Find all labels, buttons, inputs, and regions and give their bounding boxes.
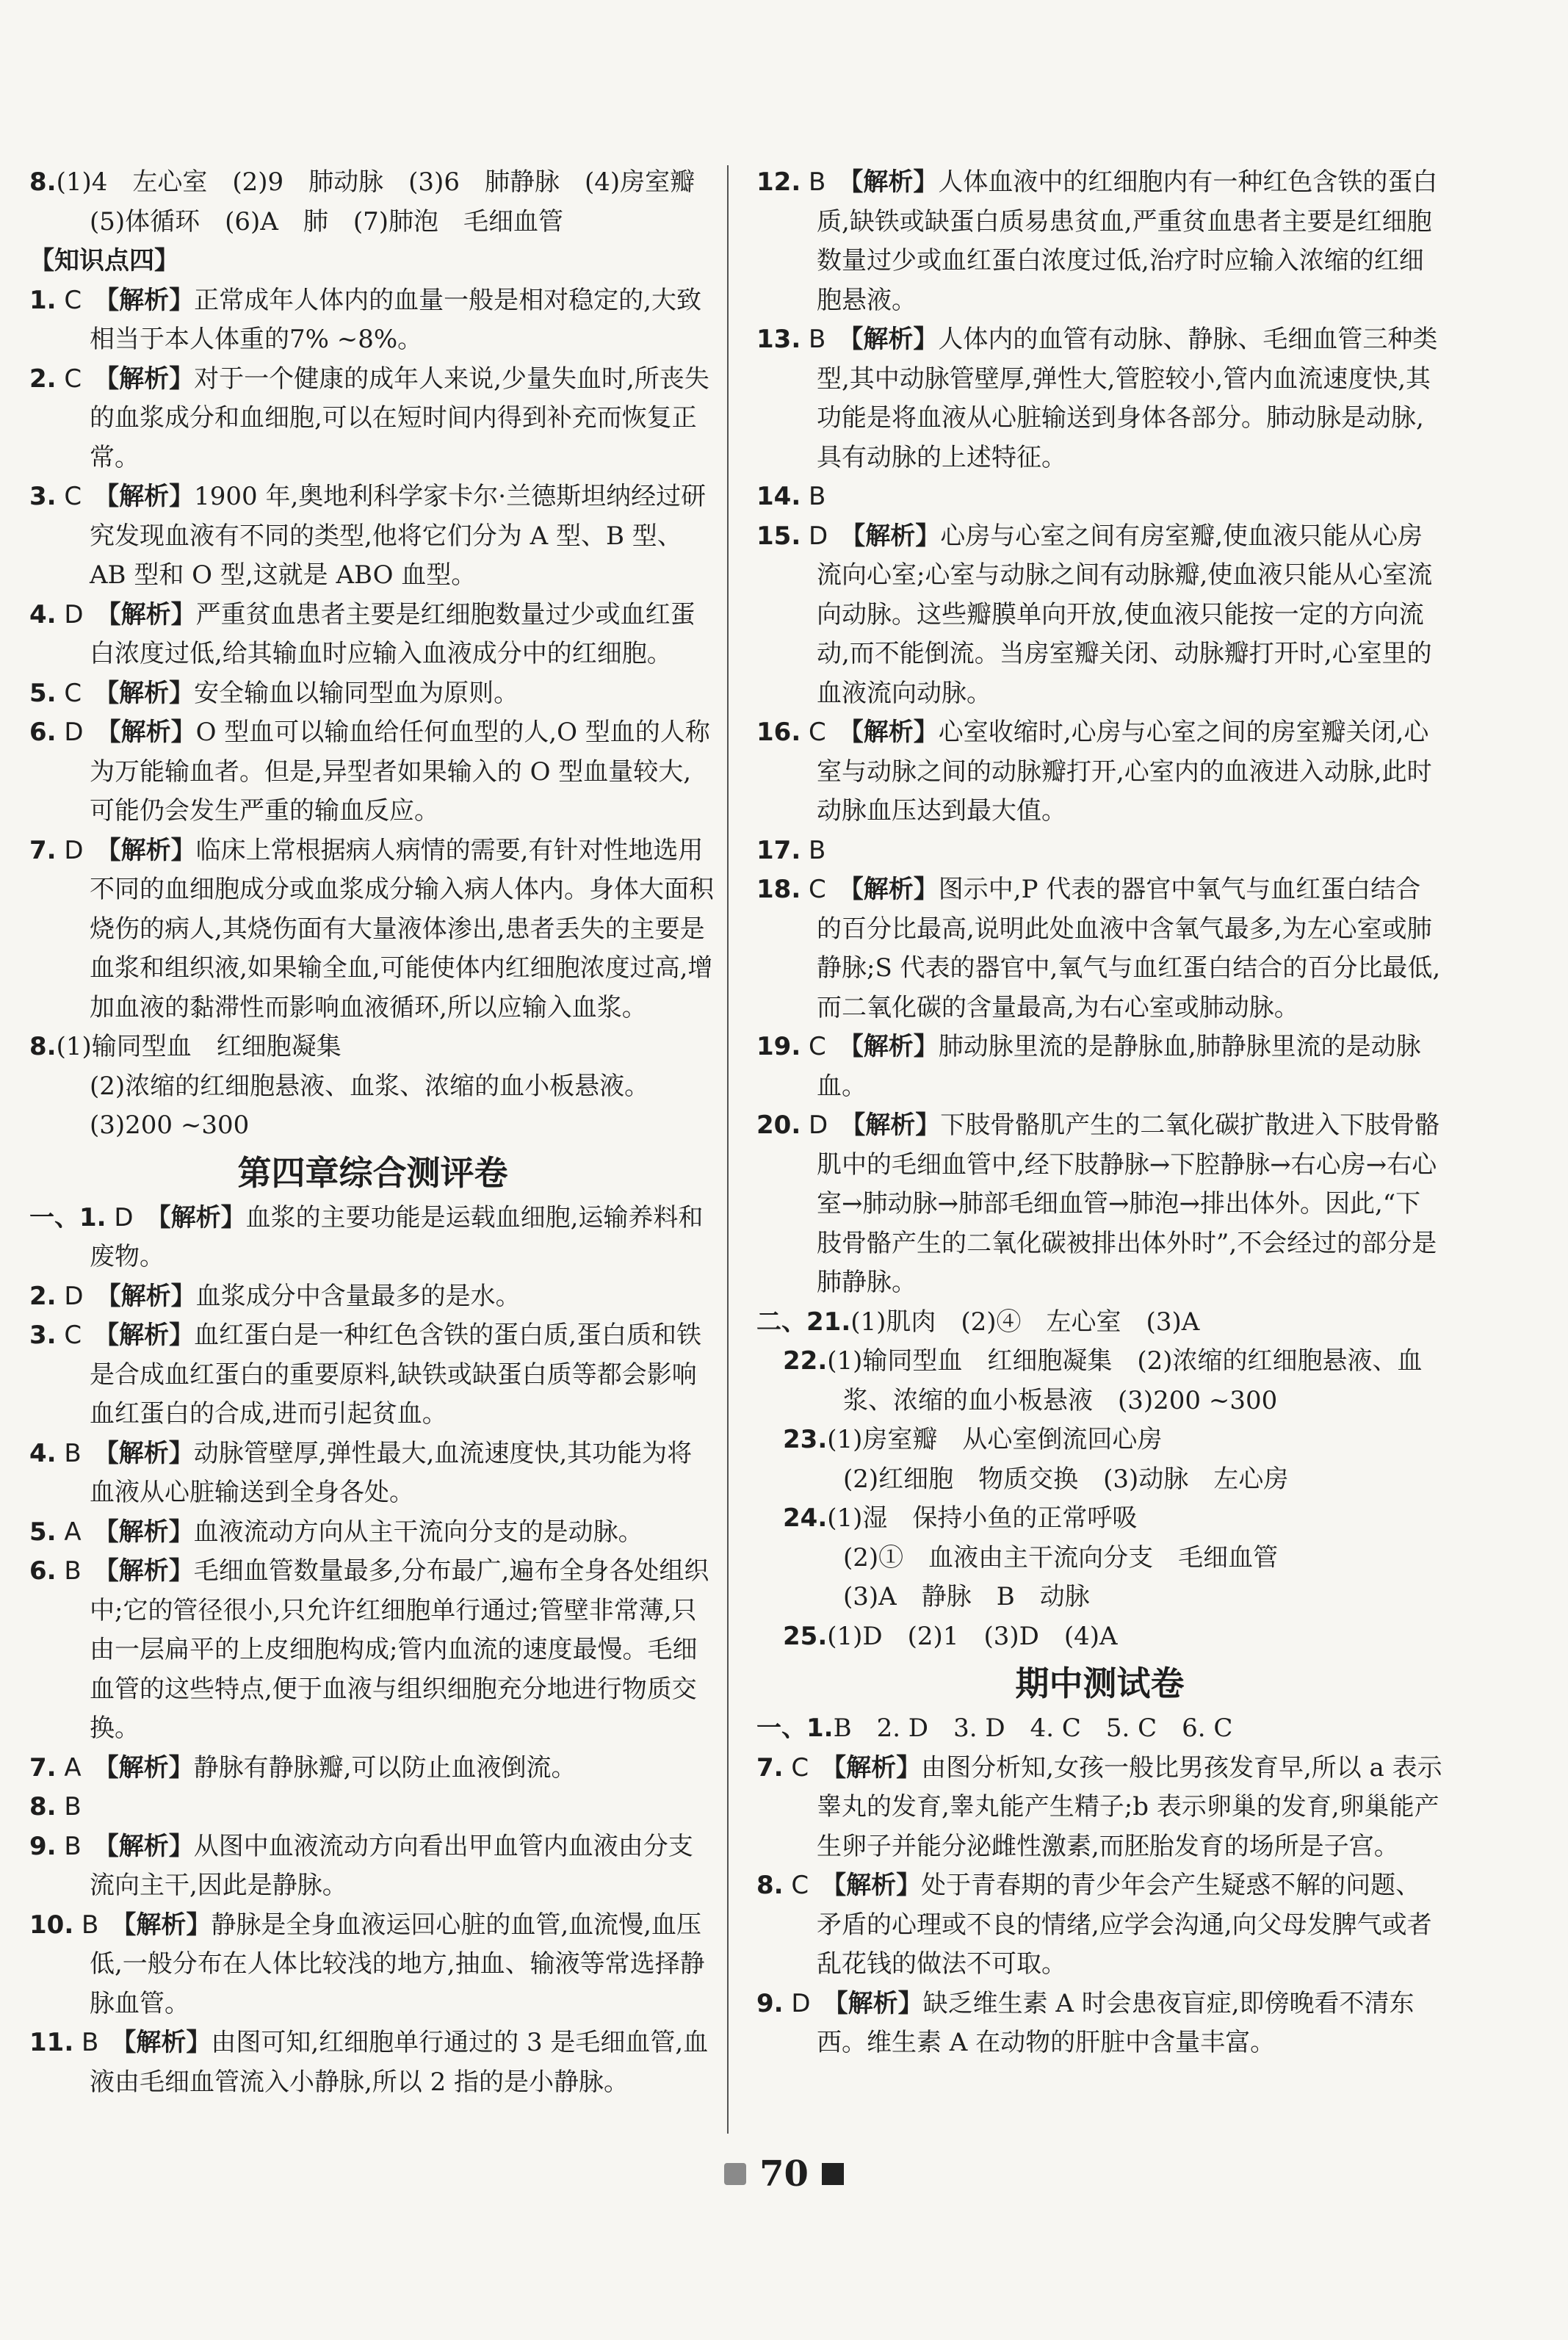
answer-text: 严重贫血患者主要是红细胞数量过少或血红蛋白浓度过低,给其输血时应输入血液成分中的红细胞。 [90,599,696,668]
answer-text: (1)肌肉 (2)④ 左心室 (3)A [850,1307,1200,1337]
analysis-tag: 【解析】 [850,875,939,904]
answer-text: 处于青春期的青少年会产生疑惑不解的问题、矛盾的心理或不良的情绪,应学会沟通,向父母发脾气或者乱花钱的做法不可取。 [817,1871,1432,1979]
answer-item [29,1827,716,1906]
item-number: 6. [29,718,57,747]
analysis-tag: 【解析】 [835,1988,923,2018]
answer-text: 肺动脉里流的是静脉血,肺静脉里流的是动脉血。 [817,1032,1421,1101]
analysis-tag: 【解析】 [106,1517,194,1547]
answer-choice: D [809,521,828,551]
answer-item [756,870,1443,1028]
answer-item [29,713,716,831]
answer-choice: B [82,1910,99,1940]
answer-item [29,281,716,360]
analysis-tag: 【解析】 [850,718,939,747]
answer-item [29,1749,716,1788]
answer-item [29,1513,716,1553]
answer-item [29,1277,716,1317]
answer-text: (1)房室瓣 从心室倒流回心房 [827,1425,1163,1454]
answer-text: 图示中,P 代表的器官中氧气与血红蛋白结合的百分比最高,说明此处血液中含氧气最多,为左心室或肺静脉;S 代表的器官中,氧气与血红蛋白结合的百分比最低,而二氧化碳的含量最高,为右心室或肺动脉。 [817,875,1441,1022]
answer-choice: D [64,1281,84,1311]
analysis-tag: 【解析】 [106,364,195,394]
item-number: 5. [29,678,57,708]
right-column [756,163,1443,2063]
answer-text: (1)输同型血 红细胞凝集 [56,1032,342,1061]
answer-choice: B [809,482,826,511]
answer-item [29,596,716,674]
answer-choice: B [64,1556,82,1586]
item-number: 25. [783,1621,828,1651]
answer-item [29,1316,716,1434]
answer-choice: D [64,599,84,629]
answer-text: 对于一个健康的成年人来说,少量失血时,所丧失的血浆成分和血细胞,可以在短时间内得到补充而恢复正常。 [90,364,709,472]
item-number: 24. [783,1503,828,1533]
answer-choice: B [64,1831,82,1861]
answer-item [756,1106,1443,1303]
item-number: 13. [756,325,801,354]
answer-text: 安全输血以输同型血为原则。 [194,678,519,708]
item-number: 1. [29,285,57,315]
answer-subline: (2)红细胞 物质交换 (3)动脉 左心房 [843,1464,1289,1494]
answer-text: 血液流动方向从主干流向分支的是动脉。 [193,1517,643,1547]
answer-text: (1)湿 保持小鱼的正常呼吸 [827,1503,1138,1533]
answer-choice: C [809,875,826,904]
item-number: 9. [29,1831,57,1861]
left-column [29,163,720,2102]
answer-item [756,517,1443,714]
answer-item [756,1985,1443,2063]
analysis-tag: 【解析】 [108,835,196,865]
answer-text: (1)4 左心室 (2)9 肺动脉 (3)6 肺静脉 (4)房室瓣 (5)体循环 (6)A 肺 (7)肺泡 毛细血管 [56,167,720,236]
answer-text: 下肢骨骼肌产生的二氧化碳扩散进入下肢骨骼肌中的毛细血管中,经下肢静脉→下腔静脉→右心房→右心室→肺动脉→肺部毛细血管→肺泡→排出体外。因此,“下肢骨骼产生的二氧化碳被排出体外时”,不会经过的部分是肺静脉。 [817,1111,1440,1297]
answer-choice: D [114,1202,134,1232]
answer-choice: B [809,835,826,865]
analysis-tag: 【解析】 [123,1910,212,1940]
answer-item [756,163,1443,320]
answer-item [29,163,720,242]
item-number: 14. [756,482,801,511]
item-number: 二、21. [756,1307,851,1337]
item-number: 8. [29,1792,57,1821]
answer-item [756,1303,1443,1343]
analysis-tag: 【解析】 [853,1111,941,1140]
analysis-tag: 【解析】 [106,1752,194,1783]
answer-choice: C [64,1321,82,1350]
item-number: 5. [29,1517,57,1547]
answer-text: 静脉是全身血液运回心脏的血管,血流慢,血压低,一般分布在人体比较浅的地方,抽血、输液等常选择静脉血管。 [90,1910,705,2018]
answer-choice: D [809,1111,828,1140]
answer-text: 动脉管壁厚,弹性最大,血流速度快,其功能为将血液从心脏输送到全身各处。 [90,1438,693,1507]
answer-item [756,1499,1443,1539]
answer-item [756,1420,1443,1460]
answer-choice: B [64,1438,82,1468]
item-number: 7. [29,1752,57,1783]
answer-item [756,713,1443,831]
answer-item [756,1617,1443,1657]
item-number: 一、1. [756,1714,834,1743]
answer-item [29,1028,716,1067]
answer-subline: (2)浓缩的红细胞悬液、血浆、浓缩的血小板悬液。 [90,1071,650,1101]
answer-choice: C [64,678,82,708]
answer-item [29,674,716,714]
answer-item [756,1709,1443,1749]
answer-text: 人体血液中的红细胞内有一种红色含铁的蛋白质,缺铁或缺蛋白质易患贫血,严重贫血患者主要是红细胞数量过少或血红蛋白浓度过低,治疗时应输入浓缩的红细胞悬液。 [817,167,1438,315]
item-number: 4. [29,1438,57,1468]
answer-item [29,1906,716,2024]
answer-text: 正常成年人体内的血量一般是相对稳定的,大致相当于本人体重的7% ~8%。 [90,285,701,354]
answer-choice: C [809,718,826,747]
analysis-tag: 【解析】 [106,1556,194,1586]
answer-item [29,831,716,1028]
analysis-tag: 【解析】 [123,2028,212,2057]
item-number: 16. [756,718,801,747]
answer-text: 从图中血液流动方向看出甲血管内血液由分支流向主干,因此是静脉。 [90,1831,693,1900]
answer-text: 由图分析知,女孩一般比男孩发育早,所以 a 表示睾丸的发育,睾丸能产生精子;b 表示卵巢的发育,卵巢能产生卵子并能分泌雌性激素,而胚胎发育的场所是子宫。 [817,1752,1442,1861]
answer-item [756,1342,1443,1420]
item-number: 8. [29,167,57,197]
analysis-tag: 【解析】 [834,1752,922,1783]
answer-choice: B [82,2028,99,2057]
footer-square-icon [724,2163,746,2185]
item-number: 18. [756,875,801,904]
answer-choice: B [64,1792,82,1821]
answer-item [756,831,1443,871]
item-number: 8. [29,1032,57,1061]
answer-item [29,2023,716,2102]
item-number: 19. [756,1032,801,1061]
answer-subline: (3)200 ~300 [90,1111,250,1140]
answer-choice: A [64,1752,82,1783]
answer-choice: D [64,718,84,747]
analysis-tag: 【解析】 [106,1321,195,1350]
item-number: 7. [756,1752,784,1783]
section-title: 第四章综合测评卷 [237,1152,508,1193]
analysis-tag: 【解析】 [106,1438,194,1468]
answer-item [756,1028,1443,1106]
answer-choice: B [809,167,826,197]
answer-text: 心室收缩时,心房与心室之间的房室瓣关闭,心室与动脉之间的动脉瓣打开,心室内的血液进入动脉,此时动脉血压达到最大值。 [817,718,1432,826]
answer-text: 缺乏维生素 A 时会患夜盲症,即傍晚看不清东西。维生素 A 在动物的肝脏中含量丰富。 [817,1988,1415,2057]
answer-choice: D [791,1988,811,2018]
column-divider [727,165,729,2134]
answer-text: (1)D (2)1 (3)D (4)A [827,1621,1118,1651]
answer-item [29,1552,716,1749]
page-footer [0,2145,1568,2203]
item-number: 3. [29,1321,57,1350]
footer-square-icon [822,2163,844,2185]
item-number: 17. [756,835,801,865]
item-number: 9. [756,1988,784,2018]
answer-item [29,1434,716,1513]
answer-choice: B [809,325,826,354]
answer-choice: D [64,835,84,865]
answer-text: 由图可知,红细胞单行通过的 3 是毛细血管,血液由毛细血管流入小静脉,所以 2 指的是小静脉。 [90,2028,709,2097]
answer-item [29,1788,716,1827]
answer-choice: C [791,1871,809,1900]
answer-choice: C [64,364,82,394]
section-title: 期中测试卷 [1015,1664,1185,1703]
item-number: 23. [783,1425,828,1454]
answer-text: (1)输同型血 红细胞凝集 (2)浓缩的红细胞悬液、血浆、浓缩的血小板悬液 (3)200 ~300 [827,1346,1423,1415]
item-number: 2. [29,364,57,394]
answer-subline: (3)A 静脉 B 动脉 [843,1582,1090,1611]
analysis-tag: 【解析】 [106,482,195,511]
answer-item [756,1749,1443,1867]
answer-text: 人体内的血管有动脉、静脉、毛细血管三种类型,其中动脉管壁厚,弹性大,管腔较小,管内血流速度快,其功能是将血液从心脏输送到身体各部分。肺动脉是动脉,具有动脉的上述特征。 [817,325,1438,472]
answer-item [756,477,1443,517]
item-number: 4. [29,599,57,629]
answer-item [29,477,716,596]
answer-text: 毛细血管数量最多,分布最广,遍布全身各处组织中;它的管径很小,只允许红细胞单行通过;管壁非常薄,只由一层扁平的上皮细胞构成;管内血流的速度最慢。毛细血管的这些特点,便于血液与组织细胞充分地进行物质交换。 [90,1556,709,1743]
analysis-tag: 【解析】 [106,285,195,315]
answer-item [756,1866,1443,1985]
item-number: 7. [29,835,57,865]
answer-text: 血浆成分中含量最多的是水。 [195,1281,521,1311]
answer-text: 静脉有静脉瓣,可以防止血液倒流。 [193,1752,577,1783]
item-number: 10. [29,1910,74,1940]
analysis-tag: 【解析】 [834,1871,922,1900]
item-number: 6. [29,1556,57,1586]
answer-choice: A [64,1517,82,1547]
knowledge-point-heading: 【知识点四】 [29,246,179,275]
answer-subline: (2)① 血液由主干流向分支 毛细血管 [843,1542,1279,1572]
item-number: 22. [783,1346,828,1376]
item-number: 一、1. [29,1202,106,1232]
item-number: 8. [756,1871,784,1900]
answer-choice: C [64,285,82,315]
answer-text: 血红蛋白是一种红色含铁的蛋白质,蛋白质和铁是合成血红蛋白的重要原料,缺铁或缺蛋白质等都会影响血红蛋白的合成,进而引起贫血。 [90,1321,701,1429]
analysis-tag: 【解析】 [108,1281,196,1311]
answer-text: O 型血可以输血给任何血型的人,O 型血的人称为万能输血者。但是,异型者如果输入的 O 型血量较大,可能仍会发生严重的输血反应。 [90,718,710,826]
item-number: 15. [756,521,801,551]
answer-text: 心房与心室之间有房室瓣,使血液只能从心房流向心室;心室与动脉之间有动脉瓣,使血液只能从心室流向动脉。这些瓣膜单向开放,使血液只能按一定的方向流动,而不能倒流。当房室瓣关闭、动脉瓣打开时,心室里的血液流向动脉。 [817,521,1433,708]
answer-item [29,360,716,478]
item-number: 2. [29,1281,57,1311]
answer-choice: C [64,482,82,511]
page-number: 70 [759,2153,809,2195]
answer-text: 血浆的主要功能是运载血细胞,运输养料和废物。 [90,1202,704,1271]
answer-item [756,320,1443,477]
answer-choice: C [791,1752,809,1783]
answer-text: 1900 年,奥地利科学家卡尔·兰德斯坦纳经过研究发现血液有不同的类型,他将它们分为 A 型、B 型、AB 型和 O 型,这就是 ABO 血型。 [90,482,707,590]
analysis-tag: 【解析】 [850,325,939,354]
answer-item [29,1199,716,1277]
analysis-tag: 【解析】 [106,1831,194,1861]
answer-text: B 2. D 3. D 4. C 5. C 6. C [833,1714,1233,1743]
item-number: 12. [756,167,801,197]
item-number: 3. [29,482,57,511]
answer-choice: C [809,1032,826,1061]
analysis-tag: 【解析】 [850,167,939,197]
item-number: 20. [756,1111,801,1140]
item-number: 11. [29,2028,74,2057]
analysis-tag: 【解析】 [108,599,196,629]
answer-text: 临床上常根据病人病情的需要,有针对性地选用不同的血细胞成分或血浆成分输入病人体内。身体大面积烧伤的病人,其烧伤面有大量液体渗出,患者丢失的主要是血浆和组织液,如果输全血,可能使体内红细胞浓度过高,增加血液的黏滞性而影响血液循环,所以应输入血浆。 [90,835,714,1022]
analysis-tag: 【解析】 [108,718,196,747]
analysis-tag: 【解析】 [158,1202,246,1232]
analysis-tag: 【解析】 [853,521,941,551]
analysis-tag: 【解析】 [850,1032,939,1061]
analysis-tag: 【解析】 [106,678,195,708]
